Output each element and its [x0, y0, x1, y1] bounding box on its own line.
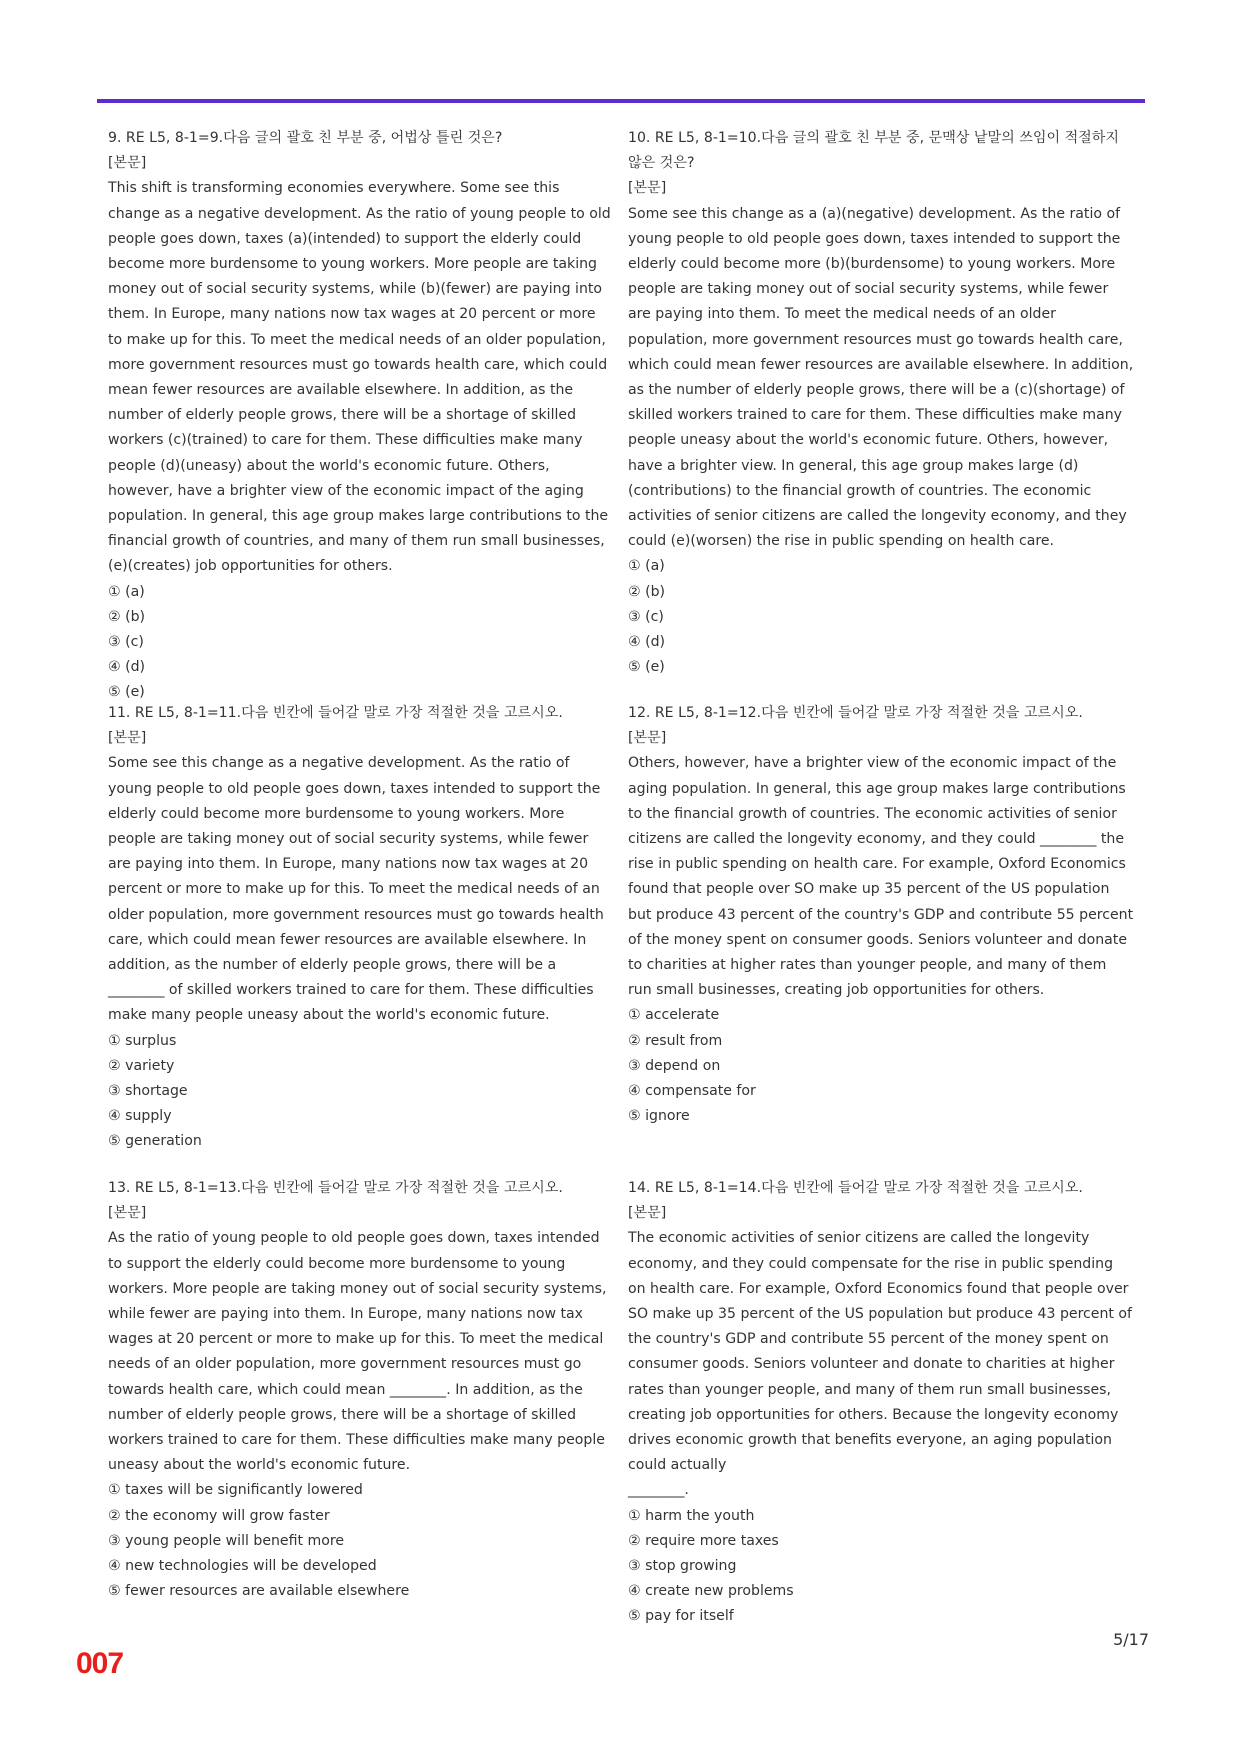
option-3[interactable]: ③ depend on: [628, 1057, 721, 1074]
brand-logo: 007: [76, 1647, 124, 1680]
option-5[interactable]: ⑤ (e): [108, 684, 145, 701]
question-14: [628, 1176, 1134, 1630]
question-11: [108, 701, 614, 1155]
passage-tag: [본문]: [628, 730, 667, 747]
option-1[interactable]: ① surplus: [108, 1032, 177, 1049]
option-3[interactable]: ③ young people will benefit more: [108, 1532, 344, 1549]
question-13: [108, 1176, 614, 1604]
question-title: 11. RE L5, 8-1=11.다음 빈칸에 들어갈 말로 가장 적절한 것을 고르시오.: [108, 705, 563, 721]
option-5[interactable]: ⑤ (e): [628, 659, 665, 676]
passage-text: As the ratio of young people to old people goes down, taxes intended to support the elderly could become more burdensome to young workers. More people are taking money out of social security systems, while fewer are paying into them. In Europe, many nations now tax wages at 20 percent or more to make up for this. To meet the medical needs of an older population, more government resources must go towards health care, which could mean ________. In addition, as the number of elderly people grows, there will be a shortage of skilled workers trained to care for them. These difficulties make many people uneasy about the world's economic future.: [108, 1230, 607, 1474]
option-2[interactable]: ② require more taxes: [628, 1532, 779, 1549]
option-4[interactable]: ④ supply: [108, 1108, 172, 1125]
option-5[interactable]: ⑤ generation: [108, 1133, 202, 1150]
option-2[interactable]: ② variety: [108, 1057, 175, 1074]
option-1[interactable]: ① taxes will be significantly lowered: [108, 1482, 363, 1499]
passage-tag: [본문]: [108, 1205, 147, 1222]
option-2[interactable]: ② (b): [108, 608, 146, 625]
option-4[interactable]: ④ (d): [108, 659, 146, 676]
option-5[interactable]: ⑤ fewer resources are available elsewhere: [108, 1583, 410, 1600]
option-1[interactable]: ① (a): [628, 558, 665, 575]
passage-tag: [본문]: [108, 155, 147, 172]
option-2[interactable]: ② (b): [628, 583, 666, 600]
option-5[interactable]: ⑤ ignore: [628, 1108, 690, 1125]
option-1[interactable]: ① harm the youth: [628, 1507, 755, 1524]
option-1[interactable]: ① accelerate: [628, 1007, 720, 1024]
question-title: 10. RE L5, 8-1=10.다음 글의 괄호 친 부분 중, 문맥상 낱말의 쓰임이 적절하지 않은 것은?: [628, 130, 1120, 172]
option-3[interactable]: ③ (c): [108, 634, 144, 651]
option-2[interactable]: ② result from: [628, 1032, 723, 1049]
passage-tag: [본문]: [108, 730, 147, 747]
question-10: [628, 126, 1134, 680]
passage-text: This shift is transforming economies everywhere. Some see this change as a negative development. As the ratio of young people to old people goes down, taxes (a)(intended) to support the elderly could become more burdensome to young workers. More people are taking money out of social security systems, while (b)(fewer) are paying into them. In Europe, many nations now tax wages at 20 percent or more to make up for this. To meet the medical needs of an older population, more government resources must go towards health care, which could mean fewer resources are available elsewhere. In addition, as the number of elderly people grows, there will be a shortage of skilled workers (c)(trained) to care for them. These difficulties make many people (d)(uneasy) about the world's economic future. Others, however, have a brighter view of the economic impact of the aging population. In general, this age group makes large contributions to the financial growth of countries, and many of them run small businesses, (e)(creates) job opportunities for others.: [108, 180, 611, 575]
passage-tag: [본문]: [628, 180, 667, 197]
passage-text: Some see this change as a negative development. As the ratio of young people to old people goes down, taxes intended to support the elderly could become more burdensome to young workers. More people are taking money out of social security systems, while fewer are paying into them. In Europe, many nations now tax wages at 20 percent or more to make up for this. To meet the medical needs of an older population, more government resources must go towards health care, which could mean fewer resources are available elsewhere. In addition, as the number of elderly people grows, there will be a ________ of skilled workers trained to care for them. These difficulties make many people uneasy about the world's economic future.: [108, 755, 604, 1024]
passage-text: The economic activities of senior citizens are called the longevity economy, and they could compensate for the rise in public spending on health care. For example, Oxford Economics found that people over SO make up 35 percent of the US population but produce 43 percent of the country's GDP and contribute 55 percent of the money spent on consumer goods. Seniors volunteer and donate to charities at higher rates than younger people, and many of them run small businesses, creating job opportunities for others. Because the longevity economy drives economic growth that benefits everyone, an aging population could actually: [628, 1230, 1132, 1474]
question-title: 14. RE L5, 8-1=14.다음 빈칸에 들어갈 말로 가장 적절한 것을 고르시오.: [628, 1180, 1083, 1196]
option-2[interactable]: ② the economy will grow faster: [108, 1507, 330, 1524]
question-9: [108, 126, 614, 706]
question-title: 12. RE L5, 8-1=12.다음 빈칸에 들어갈 말로 가장 적절한 것을 고르시오.: [628, 705, 1083, 721]
passage-tag: [본문]: [628, 1205, 667, 1222]
passage-text: Some see this change as a (a)(negative) development. As the ratio of young people to old people goes down, taxes intended to support the elderly could become more (b)(burdensome) to young workers. More people are taking money out of social security systems, while fewer are paying into them. To meet the medical needs of an older population, more government resources must go towards health care, which could mean fewer resources are available elsewhere. In addition, as the number of elderly people grows, there will be a (c)(shortage) of skilled workers trained to care for them. These difficulties make many people uneasy about the world's economic future. Others, however, have a brighter view. In general, this age group makes large (d)(contributions) to the financial growth of countries. The economic activities of senior citizens are called the longevity economy, and they could (e)(worsen) the rise in public spending on health care.: [628, 205, 1134, 550]
question-title: 13. RE L5, 8-1=13.다음 빈칸에 들어갈 말로 가장 적절한 것을 고르시오.: [108, 1180, 563, 1196]
option-5[interactable]: ⑤ pay for itself: [628, 1608, 734, 1625]
option-4[interactable]: ④ new technologies will be developed: [108, 1558, 377, 1575]
answer-blank: ________.: [628, 1482, 689, 1499]
option-3[interactable]: ③ shortage: [108, 1083, 188, 1100]
question-title: 9. RE L5, 8-1=9.다음 글의 괄호 친 부분 중, 어법상 틀린 것은?: [108, 130, 503, 146]
option-4[interactable]: ④ create new problems: [628, 1583, 794, 1600]
option-4[interactable]: ④ compensate for: [628, 1083, 756, 1100]
option-4[interactable]: ④ (d): [628, 634, 666, 651]
option-1[interactable]: ① (a): [108, 583, 145, 600]
page-number: 5/17: [1113, 1630, 1149, 1649]
option-3[interactable]: ③ stop growing: [628, 1558, 737, 1575]
question-12: [628, 701, 1134, 1129]
header-divider: [97, 99, 1145, 103]
passage-text: Others, however, have a brighter view of the economic impact of the aging population. In general, this age group makes large contributions to the financial growth of countries. The economic activities of senior citizens are called the longevity economy, and they could ________ the rise in public spending on health care. For example, Oxford Economics found that people over SO make up 35 percent of the US population but produce 43 percent of the country's GDP and contribute 55 percent of the money spent on consumer goods. Seniors volunteer and donate to charities at higher rates than younger people, and many of them run small businesses, creating job opportunities for others.: [628, 755, 1134, 999]
option-3[interactable]: ③ (c): [628, 608, 664, 625]
